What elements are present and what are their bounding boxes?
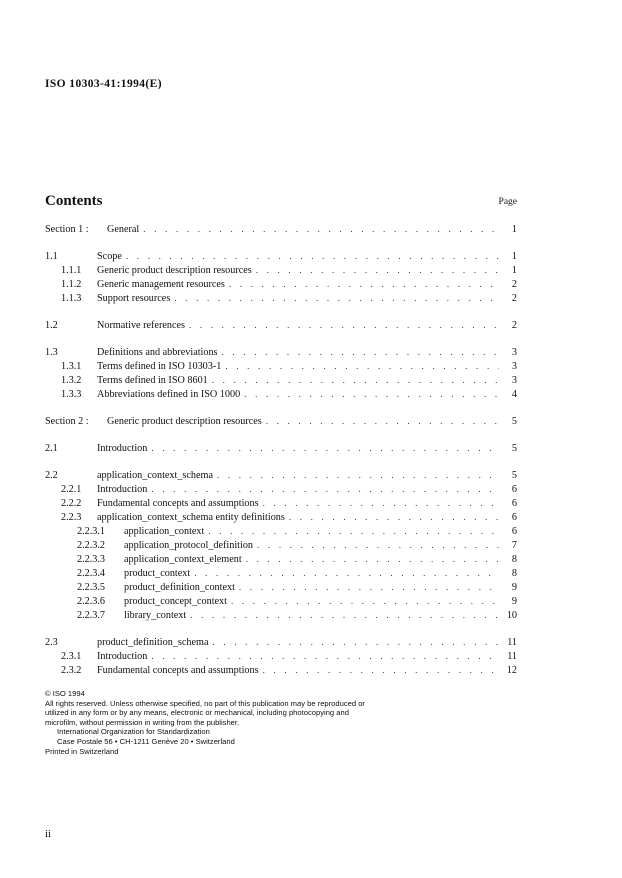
toc-entry-number: 1.1.1 xyxy=(61,265,82,276)
organization-name: International Organization for Standardization xyxy=(57,727,210,737)
leader-dots xyxy=(263,496,499,510)
toc-entry-title: product_concept_context xyxy=(124,596,227,607)
toc-entry-title: application_context_schema xyxy=(97,470,213,481)
leader-dots xyxy=(151,482,499,496)
organization-address: Case Postale 56 • CH-1211 Genève 20 • Switzerland xyxy=(57,736,235,746)
toc-entry-page: 3 xyxy=(511,347,517,358)
toc-entry[interactable] xyxy=(45,359,517,373)
toc-entry-title: Fundamental concepts and assumptions xyxy=(97,665,259,676)
toc-entry[interactable] xyxy=(45,345,517,359)
rights-statement-line: All rights reserved. Unless otherwise specified, no part of this publication may be reproduced or xyxy=(45,698,365,708)
toc-entry[interactable] xyxy=(45,552,517,566)
toc-entry-title: Generic management resources xyxy=(97,279,225,290)
table-of-contents xyxy=(45,222,517,677)
toc-entry-title: product_definition_schema xyxy=(97,637,209,648)
toc-entry-title: Introduction xyxy=(97,484,148,495)
toc-entry-page: 6 xyxy=(511,526,517,537)
toc-entry[interactable] xyxy=(45,524,517,538)
toc-entry[interactable] xyxy=(45,510,517,524)
toc-entry-page: 3 xyxy=(511,361,517,372)
toc-entry-title: Abbreviations defined in ISO 1000 xyxy=(97,389,241,400)
toc-entry-title: product_context xyxy=(124,568,191,579)
toc-entry-page: 11 xyxy=(507,651,517,662)
toc-entry[interactable] xyxy=(45,249,517,263)
toc-entry-number: 2.2.3.3 xyxy=(77,554,106,565)
leader-dots xyxy=(143,222,499,236)
page-column-label: Page xyxy=(498,197,517,207)
toc-entry-number: 2.3.1 xyxy=(61,651,82,662)
toc-entry-page: 6 xyxy=(511,484,517,495)
toc-entry-page: 11 xyxy=(507,637,517,648)
toc-entry-title: Introduction xyxy=(97,651,148,662)
toc-entry-page: 10 xyxy=(506,610,517,621)
toc-entry-number: 1.1.2 xyxy=(61,279,82,290)
toc-entry-title: product_definition_context xyxy=(124,582,235,593)
toc-entry[interactable] xyxy=(45,594,517,608)
leader-dots xyxy=(231,594,499,608)
toc-entry-title: Support resources xyxy=(97,293,171,304)
toc-entry[interactable] xyxy=(45,635,517,649)
leader-dots xyxy=(208,524,499,538)
leader-dots xyxy=(222,345,499,359)
copyright-line: © ISO 1994 xyxy=(45,689,85,698)
toc-entry-number: 2.1 xyxy=(45,443,58,454)
leader-dots xyxy=(190,608,499,622)
toc-entry-number: 1.3.3 xyxy=(61,389,82,400)
toc-entry-number: 1.3.1 xyxy=(61,361,82,372)
toc-entry-page: 7 xyxy=(511,540,517,551)
toc-entry-title: Generic product description resources xyxy=(97,265,252,276)
toc-entry[interactable] xyxy=(45,468,517,482)
toc-entry-title: Scope xyxy=(97,251,122,262)
leader-dots xyxy=(126,249,499,263)
toc-entry-page: 2 xyxy=(511,293,517,304)
toc-entry-page: 1 xyxy=(511,224,517,235)
toc-entry-page: 3 xyxy=(511,375,517,386)
leader-dots xyxy=(229,277,499,291)
toc-entry[interactable] xyxy=(45,566,517,580)
leader-dots xyxy=(225,359,499,373)
rights-statement-line: microfilm, without permission in writing from the publisher. xyxy=(45,717,240,727)
toc-entry-number: 1.1.3 xyxy=(61,293,82,304)
leader-dots xyxy=(151,649,499,663)
toc-entry[interactable] xyxy=(45,608,517,622)
toc-entry-number: 2.2.2 xyxy=(61,498,82,509)
toc-entry-number: 2.3.2 xyxy=(61,665,82,676)
toc-entry[interactable] xyxy=(45,538,517,552)
toc-entry-page: 6 xyxy=(511,512,517,523)
copyright-notice xyxy=(45,689,405,756)
toc-entry[interactable] xyxy=(45,663,517,677)
toc-entry-title: General xyxy=(107,224,140,235)
toc-entry-title: application_context_element xyxy=(124,554,242,565)
toc-entry[interactable] xyxy=(45,263,517,277)
toc-entry[interactable] xyxy=(45,414,517,428)
toc-entry[interactable] xyxy=(45,441,517,455)
page-number: ii xyxy=(45,828,52,840)
contents-title: Contents xyxy=(45,193,103,209)
toc-entry[interactable] xyxy=(45,387,517,401)
toc-entry[interactable] xyxy=(45,222,517,236)
toc-entry[interactable] xyxy=(45,496,517,510)
toc-entry-page: 2 xyxy=(511,320,517,331)
toc-entry-title: Fundamental concepts and assumptions xyxy=(97,498,259,509)
toc-entry-title: library_context xyxy=(124,610,187,621)
toc-entry-page: 1 xyxy=(511,251,517,262)
toc-entry-title: Definitions and abbreviations xyxy=(97,347,218,358)
leader-dots xyxy=(194,566,499,580)
toc-entry-page: 1 xyxy=(511,265,517,276)
printed-in: Printed in Switzerland xyxy=(45,746,119,756)
toc-entry-page: 12 xyxy=(506,665,517,676)
toc-entry-number: 2.2.3.6 xyxy=(77,596,106,607)
toc-entry-number: 1.1 xyxy=(45,251,58,262)
toc-entry-number: 2.2.3 xyxy=(61,512,82,523)
leader-dots xyxy=(212,635,499,649)
toc-entry[interactable] xyxy=(45,580,517,594)
rights-statement-line: utilized in any form or by any means, electronic or mechanical, including photocopying and xyxy=(45,708,349,718)
leader-dots xyxy=(189,318,499,332)
leader-dots xyxy=(266,414,499,428)
toc-entry-title: Normative references xyxy=(97,320,185,331)
toc-entry-title: application_protocol_definition xyxy=(124,540,254,551)
leader-dots xyxy=(244,387,499,401)
toc-entry-page: 5 xyxy=(511,443,517,454)
toc-entry[interactable] xyxy=(45,318,517,332)
toc-entry-number: 2.2.1 xyxy=(61,484,82,495)
leader-dots xyxy=(212,373,499,387)
toc-entry-title: Terms defined in ISO 8601 xyxy=(97,375,208,386)
toc-entry-title: Terms defined in ISO 10303-1 xyxy=(97,361,222,372)
toc-entry-page: 9 xyxy=(511,582,517,593)
toc-entry[interactable] xyxy=(45,649,517,663)
toc-entry-page: 8 xyxy=(511,568,517,579)
toc-entry-number: Section 1 : xyxy=(45,224,89,235)
toc-entry-page: 5 xyxy=(511,416,517,427)
toc-entry[interactable] xyxy=(45,291,517,305)
toc-entry-title: Introduction xyxy=(97,443,148,454)
toc-entry-page: 2 xyxy=(511,279,517,290)
toc-entry-number: 2.2.3.2 xyxy=(77,540,106,551)
toc-entry-number: 2.2.3.4 xyxy=(77,568,106,579)
toc-entry-number: 2.2.3.7 xyxy=(77,610,106,621)
toc-entry[interactable] xyxy=(45,277,517,291)
toc-entry-number: 1.2 xyxy=(45,320,58,331)
toc-entry[interactable] xyxy=(45,482,517,496)
toc-entry-title: application_context_schema entity definitions xyxy=(97,512,285,523)
leader-dots xyxy=(257,538,499,552)
toc-entry-page: 6 xyxy=(511,498,517,509)
toc-entry-title: application_context xyxy=(124,526,205,537)
leader-dots xyxy=(256,263,499,277)
leader-dots xyxy=(289,510,499,524)
toc-entry-page: 5 xyxy=(511,470,517,481)
toc-entry-number: 1.3 xyxy=(45,347,58,358)
toc-entry-number: 2.3 xyxy=(45,637,58,648)
toc-entry[interactable] xyxy=(45,373,517,387)
leader-dots xyxy=(263,663,499,677)
toc-entry-number: 2.2.3.5 xyxy=(77,582,106,593)
toc-entry-number: 2.2 xyxy=(45,470,58,481)
leader-dots xyxy=(151,441,499,455)
document-id-header: ISO 10303-41:1994(E) xyxy=(45,78,162,90)
toc-entry-page: 4 xyxy=(511,389,517,400)
toc-entry-page: 8 xyxy=(511,554,517,565)
toc-entry-number: 2.2.3.1 xyxy=(77,526,106,537)
leader-dots xyxy=(217,468,499,482)
toc-entry-number: 1.3.2 xyxy=(61,375,82,386)
leader-dots xyxy=(239,580,499,594)
toc-entry-number: Section 2 : xyxy=(45,416,89,427)
toc-entry-page: 9 xyxy=(511,596,517,607)
leader-dots xyxy=(174,291,499,305)
leader-dots xyxy=(246,552,499,566)
toc-entry-title: Generic product description resources xyxy=(107,416,262,427)
